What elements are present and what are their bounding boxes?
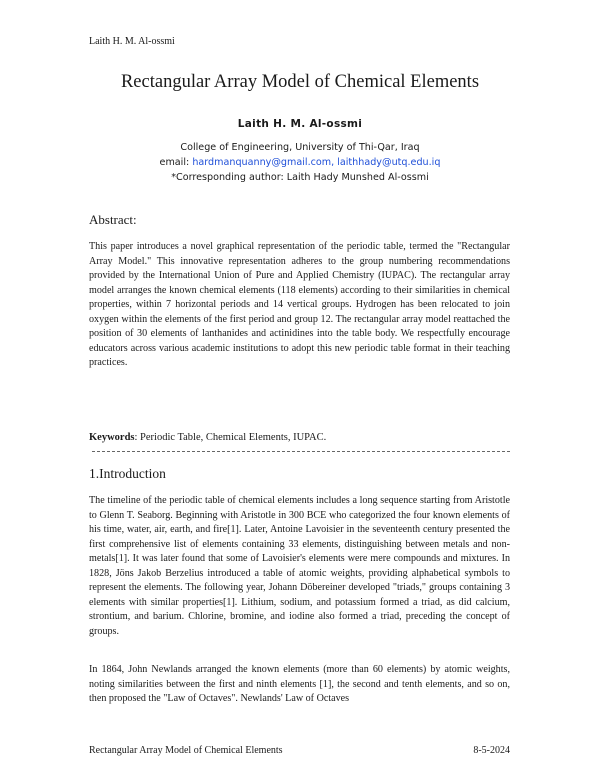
introduction-paragraph: In 1864, John Newlands arranged the known elements (more than 60 elements) by atomic weights, noting similarities between the first and ninth elements [1], the second and tenth elements, and so on, then proposed the "Law of Octaves". Newlands' Law of Octaves xyxy=(89,664,510,704)
keywords-text: : Periodic Table, Chemical Elements, IUPAC. xyxy=(134,432,327,443)
section-divider xyxy=(92,451,510,452)
abstract-heading: Abstract: xyxy=(89,212,137,227)
abstract-text: This paper introduces a novel graphical representation of the periodic table, termed the "Rectangular Array Model." This innovative representation adheres to the group numbering recommendations provided by the International Union of Pure and Applied Chemistry (IUPAC). The rectangular array model arranges the known chemical elements (118 elements) according to their similarities in chemical properties, within 7 horizontal periods and 14 vertical groups. Hydrogen has been relocated to join oxygen within the elements of the first period and group 12. The rectangular array model reattached the position of 30 elements of lanthanides and actinidines into the table body. We respectfully encourage educators across various academic institutions to adopt this new periodic table format in their teaching practices. xyxy=(89,241,510,368)
footer-title: Rectangular Array Model of Chemical Elements xyxy=(89,745,283,756)
affiliation-institution: College of Engineering, University of Thi-Qar, Iraq xyxy=(180,142,420,153)
email-label: email: xyxy=(159,157,190,168)
author-name: Laith H. M. Al-ossmi xyxy=(237,118,363,130)
email-links[interactable]: hardmanquanny@gmail.com, laithhady@utq.edu.iq xyxy=(192,157,441,168)
affiliation-email-line xyxy=(0,155,600,170)
introduction-heading: 1.Introduction xyxy=(89,466,166,481)
keywords-line xyxy=(89,432,326,443)
paper-title: Rectangular Array Model of Chemical Elements xyxy=(120,72,480,92)
corresponding-author: *Corresponding author: Laith Hady Munshed Al-ossmi xyxy=(171,172,429,183)
keywords-label: Keywords xyxy=(89,432,135,443)
running-head-author: Laith H. M. Al-ossmi xyxy=(89,36,175,47)
introduction-paragraph: The timeline of the periodic table of chemical elements includes a long sequence starting from Aristotle to Glenn T. Seaborg. Beginning with Aristotle in 300 BCE who categorized the four known elements of his time, water, air, earth, and fire[1]. Later, Antoine Lavoisier in the seventeenth century presented the first comprehensive list of elements containing 33 elements, distinguishing between metals and non-metals[1]. It was later found that some of Lavoisier's elements were mere compounds and mixtures. In 1828, Jöns Jakob Berzelius introduced a table of atomic weights, providing alphabetical symbols to represent the elements. The following year, Johann Döbereiner developed "triads," groups containing 3 elements with similar properties[1]. Lithium, sodium, and potassium formed a triad, as did calcium, strontium, and barium. Chlorine, bromine, and iodine also formed a triad, preceding the concept of groups. xyxy=(89,495,510,637)
footer-date: 8-5-2024 xyxy=(473,745,510,756)
